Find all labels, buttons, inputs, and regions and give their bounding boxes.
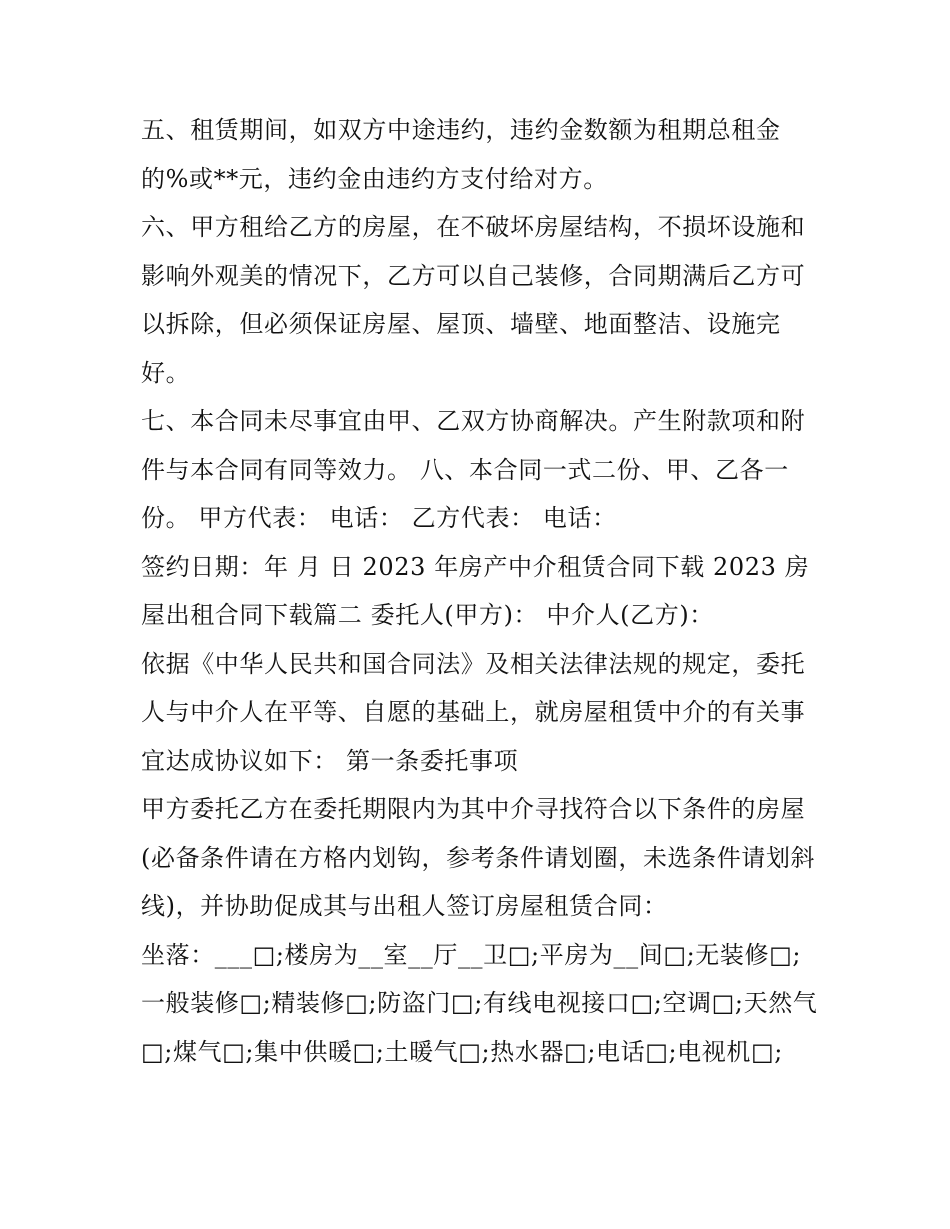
paragraph-breach-penalty: 五、租赁期间，如双方中途违约，违约金数额为租期总租金的%或**元，违约金由违约方支付给对方。 (141, 116, 781, 193)
paragraph-legal-basis: 依据《中华人民共和国合同法》及相关法律法规的规定，委托人与中介人在平等、自愿的基础上，就房屋租赁中介的有关事宜达成协议如下： 第一条委托事项 (141, 649, 806, 775)
paragraph-signing-date: 签约日期：年 月 日 2023 年房产中介租赁合同下载 2023 房屋出租合同下载篇二 委托人(甲方)： 中介人(乙方)： (141, 552, 810, 629)
paragraph-property-conditions: 坐落：___□;楼房为__室__厅__卫□;平房为__间□;无装修□;一般装修□;精装修□;防盗门□;有线电视接口□;空调□;天然气□;煤气□;集中供暖□;土暖气□;热水器□;电话□;电视机□; (141, 940, 818, 1066)
paragraph-commission: 甲方委托乙方在委托期限内为其中介寻找符合以下条件的房屋(必备条件请在方格内划钩，参考条件请划圈，未选条件请划斜线)，并协助促成其与出租人签订房屋租赁合同： (141, 795, 816, 920)
contract-text-body (141, 106, 821, 1076)
paragraph-renovation: 六、甲方租给乙方的房屋，在不破坏房屋结构，不损坏设施和影响外观美的情况下，乙方可以自己装修，合同期满后乙方可以拆除，但必须保证房屋、屋顶、墙壁、地面整洁、设施完好。 (141, 213, 806, 387)
paragraph-signatures: 七、本合同未尽事宜由甲、乙双方协商解决。产生附款项和附件与本合同有同等效力。 八、本合同一式二份、甲、乙各一份。 甲方代表： 电话： 乙方代表： 电话： (141, 407, 806, 532)
